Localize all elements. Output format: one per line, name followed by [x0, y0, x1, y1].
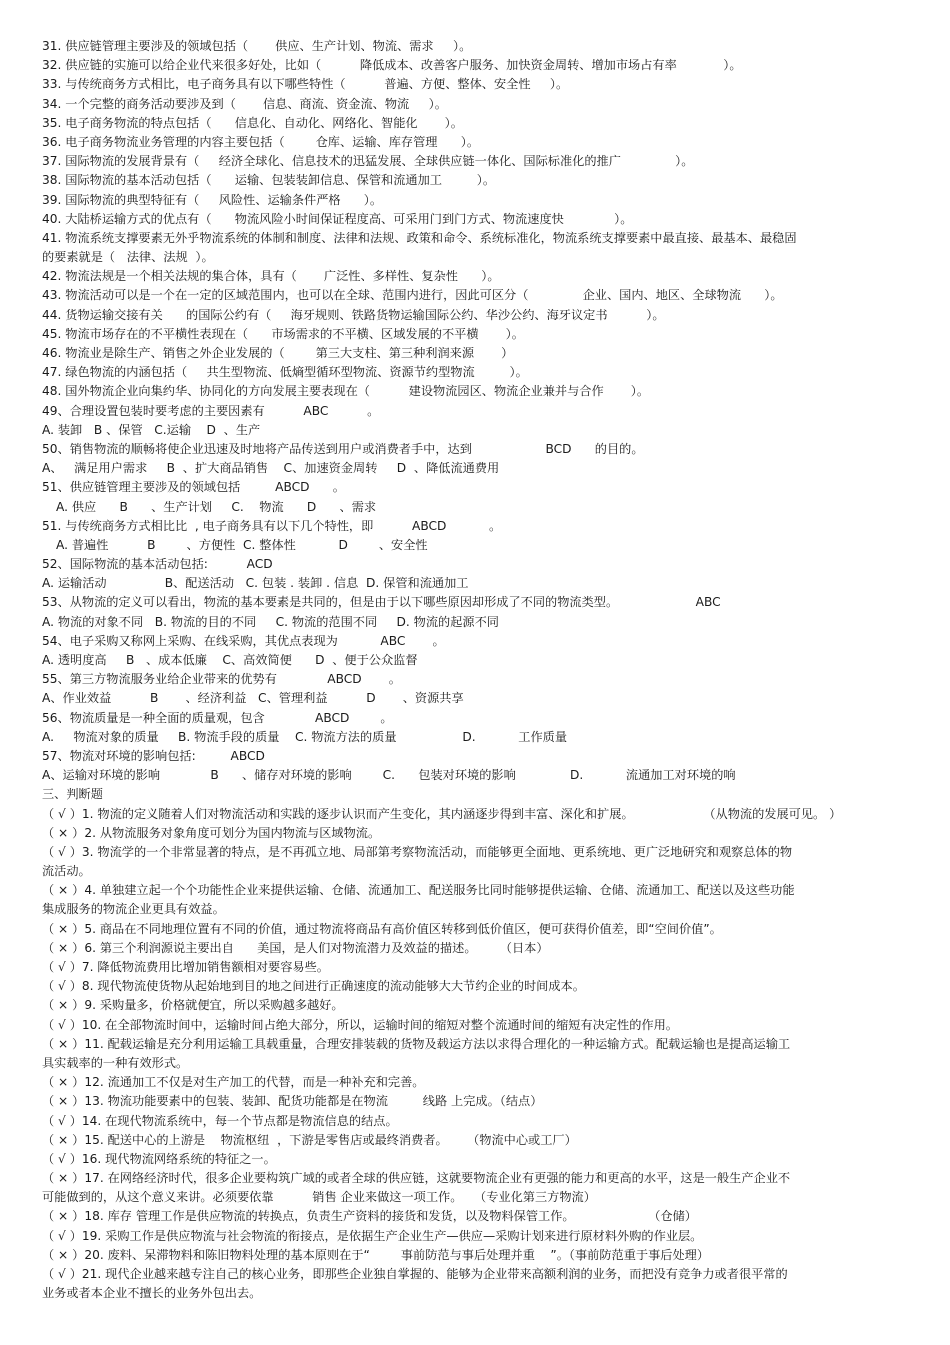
text-line: 45. 物流市场存在的不平横性表现在（ 市场需求的不平横、区域发展的不平横 ）。	[42, 326, 524, 341]
text-line: A、 满足用户需求 B 、扩大商品销售 C、加速资金周转 D 、降低流通费用	[42, 461, 500, 476]
text-line: A. 运输活动 B、配送活动 C. 包装 . 装卸 . 信息 D. 保管和流通加工	[42, 576, 469, 591]
text-line: （ × ）2. 从物流服务对象角度可划分为国内物流与区域物流。	[42, 825, 381, 840]
text-line: （ × ）5. 商品在不同地理位置有不同的价值，通过物流将商品有高价值区转移到低价值区，便可获得价值差，即“空间价值”。	[42, 921, 722, 936]
text-line: 55、第三方物流服务业给企业带来的优势有 ABCD 。	[42, 672, 401, 687]
text-line: （ √ ）8. 现代物流使货物从起始地到目的地之间进行正确速度的流动能够大大节约企业的时间成本。	[42, 979, 585, 994]
text-line: 34. 一个完整的商务活动要涉及到（ 信息、商流、资金流、物流 ）。	[42, 96, 447, 111]
text-line: （ × ）20. 废料、呆滞物料和陈旧物料处理的基本原则在于“ 事前防范与事后处理并重 ”。（事前防范重于事后处理）	[42, 1247, 710, 1262]
text-line: 37. 国际物流的发展背景有（ 经济全球化、信息技术的迅猛发展、全球供应链一体化、国际标准化的推广 ）。	[42, 154, 694, 169]
text-line: A. 物流对象的质量 B. 物流手段的质量 C. 物流方法的质量 D. 工作质量	[42, 729, 568, 744]
text-line: （ × ）4. 单独建立起一个个功能性企业来提供运输、仓储、流通加工、配送服务比同时能够提供运输、仓储、流通加工、配送以及这些功能	[42, 883, 795, 898]
text-line: 三、判断题	[42, 787, 103, 802]
text-line: （ √ ）3. 物流学的一个非常显著的特点，是不再孤立地、局部第考察物流活动，而能够更全面地、更系统地、更广泛地研究和观察总体的物	[42, 844, 793, 859]
text-line: （ √ ）1. 物流的定义随着人们对物流活动和实践的逐步认识而产生变化，其内涵逐步得到丰富、深化和扩展。 （从物流的发展可见。 ）	[42, 806, 842, 821]
document-body	[42, 37, 912, 1303]
text-line: 43. 物流活动可以是一个在一定的区域范围内，也可以在全球、范围内进行，因此可区分（ 企业、国内、地区、全球物流 ）。	[42, 288, 783, 303]
text-line: （ √ ）19. 采购工作是供应物流与社会物流的衔接点，是依据生产企业生产—供应—采购计划来进行原材料外购的作业层。	[42, 1228, 703, 1243]
text-line: 41. 物流系统支撑要素无外乎物流系统的体制和制度、法律和法规、政策和命令、系统标准化，物流系统支撑要素中最直接、最基本、最稳固	[42, 230, 797, 245]
text-line: （ × ）18. 库存 管理工作是供应物流的转换点，负责生产资料的接货和发货，以及物料保管工作。 （仓储）	[42, 1209, 697, 1224]
text-line: （ × ）6. 第三个利润源说主要出自 美国，是人们对物流潜力及效益的描述。 （日本）	[42, 940, 549, 955]
text-line: 49、合理设置包装时要考虑的主要因素有 ABC 。	[42, 403, 380, 418]
text-line: （ √ ）10. 在全部物流时间中，运输时间占绝大部分，所以，运输时间的缩短对整个流通时间的缩短有决定性的作用。	[42, 1017, 678, 1032]
text-line: （ × ）11. 配载运输是充分利用运输工具载重量，合理安排装载的货物及载运方法以求得合理化的一种运输方式。配载运输也是提高运输工	[42, 1036, 791, 1051]
text-line: 44. 货物运输交接有关 的国际公约有（ 海牙规则、铁路货物运输国际公约、华沙公约、海牙议定书 ）。	[42, 307, 665, 322]
text-line: A. 普遍性 B 、方便性 C. 整体性 D 、安全性	[56, 537, 428, 552]
text-line: （ √ ）7. 降低物流费用比增加销售额相对要容易些。	[42, 960, 329, 974]
text-line: A. 供应 B 、生产计划 C. 物流 D 、需求	[56, 499, 377, 514]
text-line: （ √ ）14. 在现代物流系统中，每一个节点都是物流信息的结点。	[42, 1113, 398, 1128]
text-line: （ √ ）16. 现代物流网络系统的特征之一。	[42, 1151, 276, 1166]
text-line: A. 装卸 B 、保管 C.运输 D 、生产	[42, 422, 261, 437]
text-line: 42. 物流法规是一个相关法规的集合体，具有（ 广泛性、多样性、复杂性 ）。	[42, 269, 500, 284]
text-line: 53、从物流的定义可以看出，物流的基本要素是共同的，但是由于以下哪些原因却形成了不同的物流类型。 ABC	[42, 595, 721, 610]
text-line: 40. 大陆桥运输方式的优点有（ 物流风险小时间保证程度高、可采用门到门方式、物流速度快 ）。	[42, 211, 633, 226]
text-line: 57、物流对环境的影响包括: ABCD	[42, 748, 265, 763]
text-line: 31. 供应链管理主要涉及的领域包括（ 供应、生产计划、物流、需求 ）。	[42, 39, 472, 53]
text-line: （ × ）15. 配送中心的上游是 物流枢纽 ，下游是零售店或最终消费者。 （物流中心或工厂）	[42, 1132, 577, 1147]
text-line: 46. 物流业是除生产、销售之外企业发展的（ 第三大支柱、第三种利润来源 ）	[42, 346, 514, 360]
text-line: 集成服务的物流企业更具有效益。	[42, 902, 225, 917]
text-line: （ × ）12. 流通加工不仅是对生产加工的代替，而是一种补充和完善。	[42, 1075, 425, 1090]
text-line: 38. 国际物流的基本活动包括（ 运输、包装装卸信息、保管和流通加工 ）。	[42, 173, 496, 188]
text-line: （ × ）13. 物流功能要素中的包装、装卸、配货功能都是在物流 线路 上完成。（结点）	[42, 1094, 543, 1109]
text-line: 具实载率的一种有效形式。	[42, 1055, 189, 1070]
text-line: 32. 供应链的实施可以给企业代来很多好处，比如（ 降低成本、改善客户服务、加快资金周转、增加市场占有率 ）。	[42, 58, 742, 73]
text-line: 业务或者本企业不擅长的业务外包出去。	[42, 1286, 262, 1301]
text-line: 流活动。	[42, 864, 91, 879]
text-line: 48. 国外物流企业向集约华、协同化的方向发展主要表现在（ 建设物流园区、物流企业兼并与合作 ）。	[42, 384, 650, 399]
text-line: A、运输对环境的影响 B 、储存对环境的影响 C. 包装对环境的影响 D. 流通加工对环境的响	[42, 768, 736, 783]
text-line: （ √ ）21. 现代企业越来越专注自己的核心业务，即那些企业独自掌握的、能够为企业带来高额利润的业务，而把没有竞争力或者很平常的	[42, 1267, 788, 1281]
text-line: 52、国际物流的基本活动包括: ACD	[42, 557, 273, 572]
text-line: A. 透明度高 B 、成本低廉 C、高效简便 D 、便于公众监督	[42, 653, 418, 667]
text-line: 35. 电子商务物流的特点包括（ 信息化、自动化、网络化、智能化 ）。	[42, 115, 463, 130]
text-line: 51、供应链管理主要涉及的领域包括 ABCD 。	[42, 480, 345, 495]
text-line: 的要素就是（ 法律、法规 ）。	[42, 250, 214, 265]
text-line: （ × ）9. 采购量多，价格就便宜，所以采购越多越好。	[42, 998, 344, 1013]
text-line: 56、物流质量是一种全面的质量观，包含 ABCD 。	[42, 710, 393, 725]
text-line: （ × ）17. 在网络经济时代，很多企业要构筑广域的或者全球的供应链，这就要物流企业有更强的能力和更高的水平，这是一般生产企业不	[42, 1171, 791, 1186]
text-line: A、作业效益 B 、经济利益 C、管理利益 D 、资源共享	[42, 691, 464, 706]
text-line: 39. 国际物流的典型特征有（ 风险性、运输条件严格 ）。	[42, 192, 383, 207]
text-line: 36. 电子商务物流业务管理的内容主要包括（ 仓库、运输、库存管理 ）。	[42, 134, 480, 149]
text-line: 33. 与传统商务方式相比，电子商务具有以下哪些特性（ 普遍、方便、整体、安全性 ）。	[42, 77, 569, 92]
text-line: 54、电子采购又称网上采购、在线采购，其优点表现为 ABC 。	[42, 633, 445, 648]
text-line: 51. 与传统商务方式相比比 , 电子商务具有以下几个特性，即 ABCD 。	[42, 518, 502, 533]
text-line: 可能做到的，从这个意义来讲。必须要依靠 销售 企业来做这一项工作。 （专业化第三方物流）	[42, 1190, 596, 1205]
text-line: 47. 绿色物流的内涵包括（ 共生型物流、低熵型循环型物流、资源节约型物流 ）。	[42, 365, 528, 380]
text-line: A. 物流的对象不同 B. 物流的目的不同 C. 物流的范围不同 D. 物流的起源不同	[42, 614, 499, 629]
text-line: 50、销售物流的顺畅将使企业迅速及时地将产品传送到用户或消费者手中，达到 BCD 的目的。	[42, 441, 644, 456]
